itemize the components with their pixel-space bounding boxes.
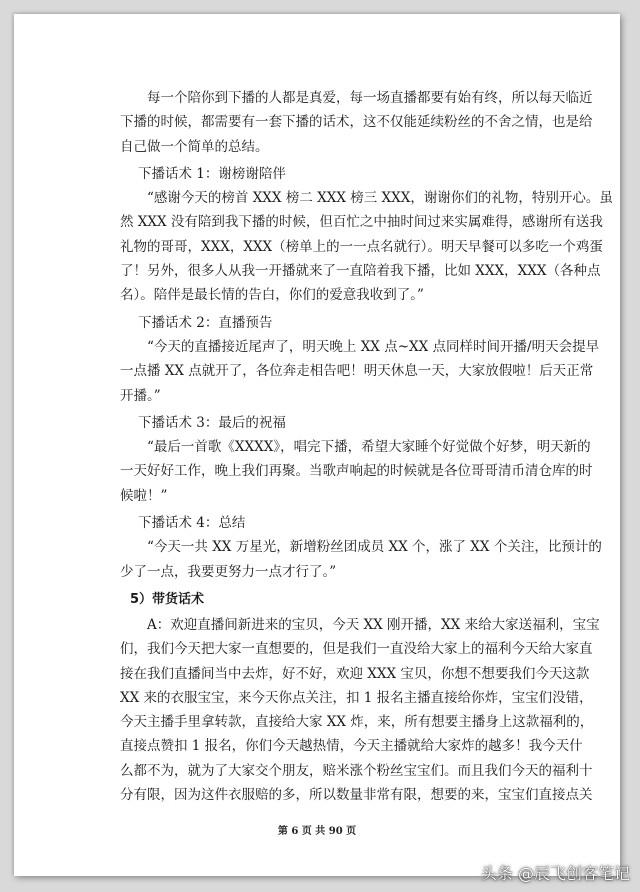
text-line: “最后一首歌《XXXX》，唱完下播，希望大家睡个好觉做个好梦，明天新的 bbox=[147, 439, 591, 456]
text-line: 下播话术 4：总结 bbox=[138, 515, 246, 532]
text-line: “今天的直播接近尾声了，明天晚上 XX 点~XX 点同样时间开播/明天会提早 bbox=[147, 338, 600, 355]
text-line: A：欢迎直播间新进来的宝贝，今天 XX 刚开播，XX 来给大家送福利，宝宝 bbox=[147, 616, 600, 633]
text-line: 接在我们直播间当中去炸，好不好，欢迎 XXX 宝贝，你想不想要我们今天这款 bbox=[120, 665, 590, 682]
paragraph bbox=[120, 86, 593, 159]
text-line: 下播话术 2：直播预告 bbox=[138, 314, 273, 331]
text-line: 下播话术 1：谢榜谢陪伴 bbox=[138, 165, 286, 182]
subheading bbox=[120, 311, 560, 335]
section-heading bbox=[120, 587, 560, 613]
paragraph bbox=[120, 435, 593, 508]
text-line: 么都不为，就为了大家交个朋友，赔米涨个粉丝宝宝们。而且我们今天的福利十 bbox=[120, 762, 593, 779]
text-line: 5）带货话术 bbox=[130, 591, 205, 607]
page-footer: 第 6 页 共 90 页 bbox=[277, 826, 357, 837]
subheading bbox=[120, 511, 560, 535]
paragraph bbox=[120, 186, 613, 307]
text-line: 开播。” bbox=[120, 387, 161, 404]
text-line: 礼物的哥哥，XXX，XXX（榜单上的一一点名就行）。明天早餐可以多吃一个鸡蛋 bbox=[120, 238, 603, 255]
text-line: 每一个陪你到下播的人都是真爱，每一场直播都要有始有终，所以每天临近 bbox=[147, 90, 593, 106]
paragraph bbox=[120, 535, 602, 584]
text-line: 分有限，因为这件衣服赔的多，所以数量非常有限，想要的来，宝宝们直接点关 bbox=[120, 787, 593, 804]
text-line: 名）。陪伴是最长情的告白，你们的爱意我收到了。” bbox=[120, 287, 424, 304]
text-line: “感谢今天的榜首 XXX 榜二 XXX 榜三 XXX，谢谢你们的礼物，特别开心。虽 bbox=[147, 190, 613, 207]
paragraph bbox=[120, 335, 600, 408]
subheading bbox=[120, 162, 560, 186]
subheading bbox=[120, 411, 560, 435]
text-line: 少了一点，我要更努力一点才行了。” bbox=[120, 563, 337, 580]
text-line: 下播的时候，都需要有一套下播的话术，这不仅能延续粉丝的不舍之情，也是给 bbox=[120, 114, 593, 131]
text-line: “今天一共 XX 万星光，新增粉丝团成员 XX 个，涨了 XX 个关注，比预计的 bbox=[147, 539, 602, 556]
document-page bbox=[14, 14, 620, 876]
text-line: 然 XXX 没有陪到我下播的时候，但百忙之中抽时间过来实属难得，感谢所有送我 bbox=[120, 214, 603, 231]
page-content bbox=[120, 86, 613, 810]
text-line: 一点播 XX 点就开了，各位奔走相告吧！明天休息一天，大家放假啦！后天正常 bbox=[120, 363, 594, 380]
text-line: 候啦！” bbox=[120, 487, 168, 504]
text-line: 直接点赞扣 1 报名，你们今天越热情，今天主播就给大家炸的越多！我今天什 bbox=[120, 738, 583, 755]
text-line: 们，我们今天把大家一直想要的，但是我们一直没给大家上的福利今天给大家直 bbox=[120, 641, 593, 658]
text-line: XX 来的衣服宝宝，来今天你点关注，扣 1 报名主播直接给你炸，宝宝们没错， bbox=[120, 689, 593, 706]
text-line: 了！另外，很多人从我一开播就来了一直陪着我下播，比如 XXX，XXX（各种点 bbox=[120, 263, 601, 280]
text-line: 今天主播手里拿转款，直接给大家 XX 炸，来，所有想要主播身上这款福利的， bbox=[120, 714, 594, 731]
text-line: 自己做一个简单的总结。 bbox=[120, 138, 269, 155]
paragraph bbox=[120, 613, 600, 807]
text-line: 一天好好工作，晚上我们再聚。当歌声响起的时候就是各位哥哥清币清仓库的时 bbox=[120, 463, 593, 480]
text-line: 下播话术 3：最后的祝福 bbox=[138, 414, 286, 431]
watermark: 头条 @辰飞创客笔记 bbox=[480, 864, 630, 883]
